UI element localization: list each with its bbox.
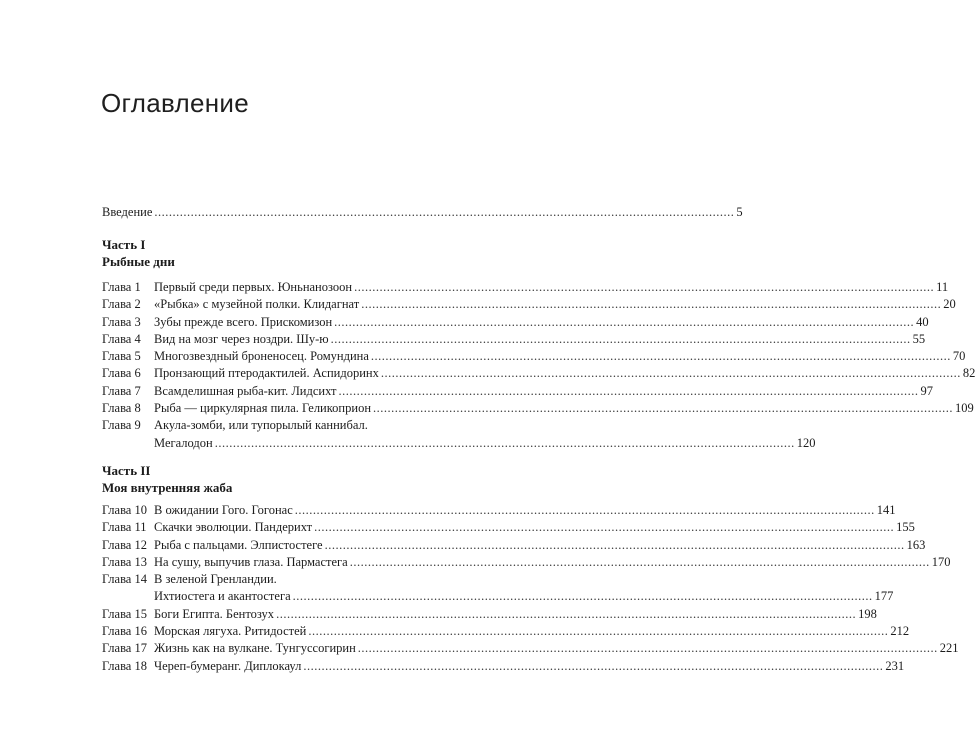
- part-name: Рыбные дни: [102, 254, 175, 269]
- chapter-list: [102, 279, 975, 452]
- chapter-number: Глава 18: [102, 658, 147, 673]
- chapter-title: Первый среди первых. Юньнанозоон: [154, 280, 353, 294]
- page-number: 11: [936, 280, 949, 294]
- dot-leader: ................................................................................................................................................................: [314, 520, 895, 535]
- part-label: Часть I: [102, 237, 146, 252]
- toc-entry[interactable]: [102, 279, 949, 296]
- entry-label: Введение: [102, 205, 153, 219]
- part-name: Моя внутренняя жаба: [102, 480, 233, 495]
- chapter-number: Глава 8: [102, 401, 141, 416]
- chapter-number: Глава 9: [102, 418, 141, 433]
- toc-entry[interactable]: [102, 519, 915, 536]
- page-number: 55: [912, 331, 926, 346]
- toc-entry[interactable]: [102, 314, 929, 331]
- dot-leader: ................................................................................................................................................................: [361, 297, 942, 312]
- part-heading: [102, 462, 232, 496]
- toc-entry[interactable]: [102, 365, 975, 382]
- dot-leader: ................................................................................................................................................................: [373, 401, 954, 416]
- toc-entry[interactable]: [102, 606, 877, 623]
- part-heading: [102, 236, 175, 270]
- page-number: 163: [906, 537, 926, 552]
- dot-leader: ................................................................................................................................................................: [370, 349, 951, 364]
- chapter-title: Акула-зомби, или тупорылый каннибал.: [154, 418, 368, 433]
- page-title: Оглавление: [101, 88, 249, 118]
- chapter-title: Жизнь как на вулкане. Тунгуссогирин: [154, 641, 356, 656]
- page-number: 198: [858, 606, 877, 621]
- page-number: 82: [962, 366, 975, 381]
- chapter-number: Глава 12: [102, 537, 147, 552]
- page-number: 70: [952, 349, 966, 364]
- page-number: 155: [896, 520, 915, 535]
- chapter-number: Глава 10: [102, 503, 147, 517]
- dot-leader: ................................................................................................................................................................: [334, 314, 915, 329]
- page-number: 141: [876, 503, 896, 517]
- chapter-title-continued: Мегалодон: [154, 435, 213, 450]
- chapter-number: Глава 5: [102, 349, 141, 364]
- dot-leader: ................................................................................................................................................................: [292, 589, 873, 604]
- chapter-number: Глава 17: [102, 641, 147, 656]
- chapter-title: Зубы прежде всего. Прискомизон: [154, 314, 333, 329]
- page-number: 170: [931, 554, 951, 569]
- toc-entry[interactable]: [102, 383, 933, 400]
- page-number: 5: [736, 205, 743, 219]
- chapter-title: В ожидании Гого. Гогонас: [154, 503, 293, 517]
- toc-entry[interactable]: [102, 331, 926, 348]
- page-number: 20: [943, 297, 956, 312]
- chapter-title: В зеленой Гренландии.: [154, 572, 277, 587]
- toc-entry[interactable]: [102, 658, 905, 675]
- chapter-title: Многозвездный броненосец. Ромундина: [154, 349, 369, 364]
- toc-entry[interactable]: [102, 571, 894, 606]
- page-number: 97: [920, 383, 933, 398]
- dot-leader: ................................................................................................................................................................: [338, 383, 919, 398]
- page-number: 120: [796, 435, 816, 450]
- toc-entry[interactable]: [102, 640, 959, 657]
- dot-leader: ................................................................................................................................................................: [294, 503, 875, 517]
- toc-entry[interactable]: [102, 623, 910, 640]
- chapter-title: Боги Египта. Бентозух: [154, 606, 275, 621]
- chapter-title: Вид на мозг через ноздри. Шу-ю: [154, 331, 329, 346]
- dot-leader: ................................................................................................................................................................: [214, 435, 795, 450]
- page-number: 109: [955, 401, 974, 416]
- page-number: 212: [890, 624, 910, 639]
- page-number: 40: [916, 314, 929, 329]
- dot-leader: ................................................................................................................................................................: [349, 554, 930, 569]
- chapter-number: Глава 11: [102, 520, 147, 535]
- toc-entry[interactable]: [102, 537, 926, 554]
- dot-leader: ................................................................................................................................................................: [303, 658, 884, 673]
- dot-leader: ................................................................................................................................................................: [276, 606, 857, 621]
- dot-leader: ................................................................................................................................................................: [154, 205, 735, 219]
- chapter-number: Глава 14: [102, 572, 147, 587]
- dot-leader: ................................................................................................................................................................: [357, 641, 938, 656]
- chapter-number: Глава 6: [102, 366, 141, 381]
- chapter-number: Глава 4: [102, 331, 141, 346]
- chapter-number: Глава 1: [102, 280, 141, 294]
- chapter-number: Глава 2: [102, 297, 141, 312]
- dot-leader: ................................................................................................................................................................: [330, 331, 911, 346]
- page-number: 221: [939, 641, 959, 656]
- dot-leader: ................................................................................................................................................................: [308, 624, 889, 639]
- toc-entry[interactable]: [102, 348, 966, 365]
- chapter-number: Глава 13: [102, 554, 147, 569]
- dot-leader: ................................................................................................................................................................: [380, 366, 961, 381]
- dot-leader: ................................................................................................................................................................: [354, 280, 935, 294]
- chapter-number: Глава 15: [102, 606, 147, 621]
- toc-entry[interactable]: [102, 502, 896, 519]
- chapter-number: Глава 16: [102, 624, 147, 639]
- toc-entry-intro[interactable]: [102, 204, 743, 220]
- toc-entry[interactable]: [102, 554, 951, 571]
- chapter-title: На сушу, выпучив глаза. Пармастега: [154, 554, 348, 569]
- toc-entry[interactable]: [102, 400, 974, 417]
- toc-entry[interactable]: [102, 417, 816, 452]
- chapter-title: Череп-бумеранг. Диплокаул: [154, 658, 302, 673]
- chapter-title-continued: Ихтиостега и акантостега: [154, 589, 291, 604]
- chapter-title: Рыба — циркулярная пила. Геликоприон: [154, 401, 372, 416]
- chapter-list: [102, 502, 959, 675]
- chapter-title: Всамделишная рыба-кит. Лидсихт: [154, 383, 337, 398]
- chapter-number: Глава 7: [102, 383, 141, 398]
- chapter-number: Глава 3: [102, 314, 141, 329]
- toc-entry[interactable]: [102, 296, 956, 313]
- chapter-title: Пронзающий птеродактилей. Аспидоринх: [154, 366, 379, 381]
- part-label: Часть II: [102, 463, 151, 478]
- chapter-title: Рыба с пальцами. Элпистостеге: [154, 537, 323, 552]
- page-number: 231: [885, 658, 905, 673]
- chapter-title: Морская лягуха. Ритидостей: [154, 624, 307, 639]
- chapter-title: «Рыбка» с музейной полки. Клидагнат: [154, 297, 360, 312]
- chapter-title: Скачки эволюции. Пандерихт: [154, 520, 313, 535]
- dot-leader: ................................................................................................................................................................: [324, 537, 905, 552]
- page-number: 177: [874, 589, 894, 604]
